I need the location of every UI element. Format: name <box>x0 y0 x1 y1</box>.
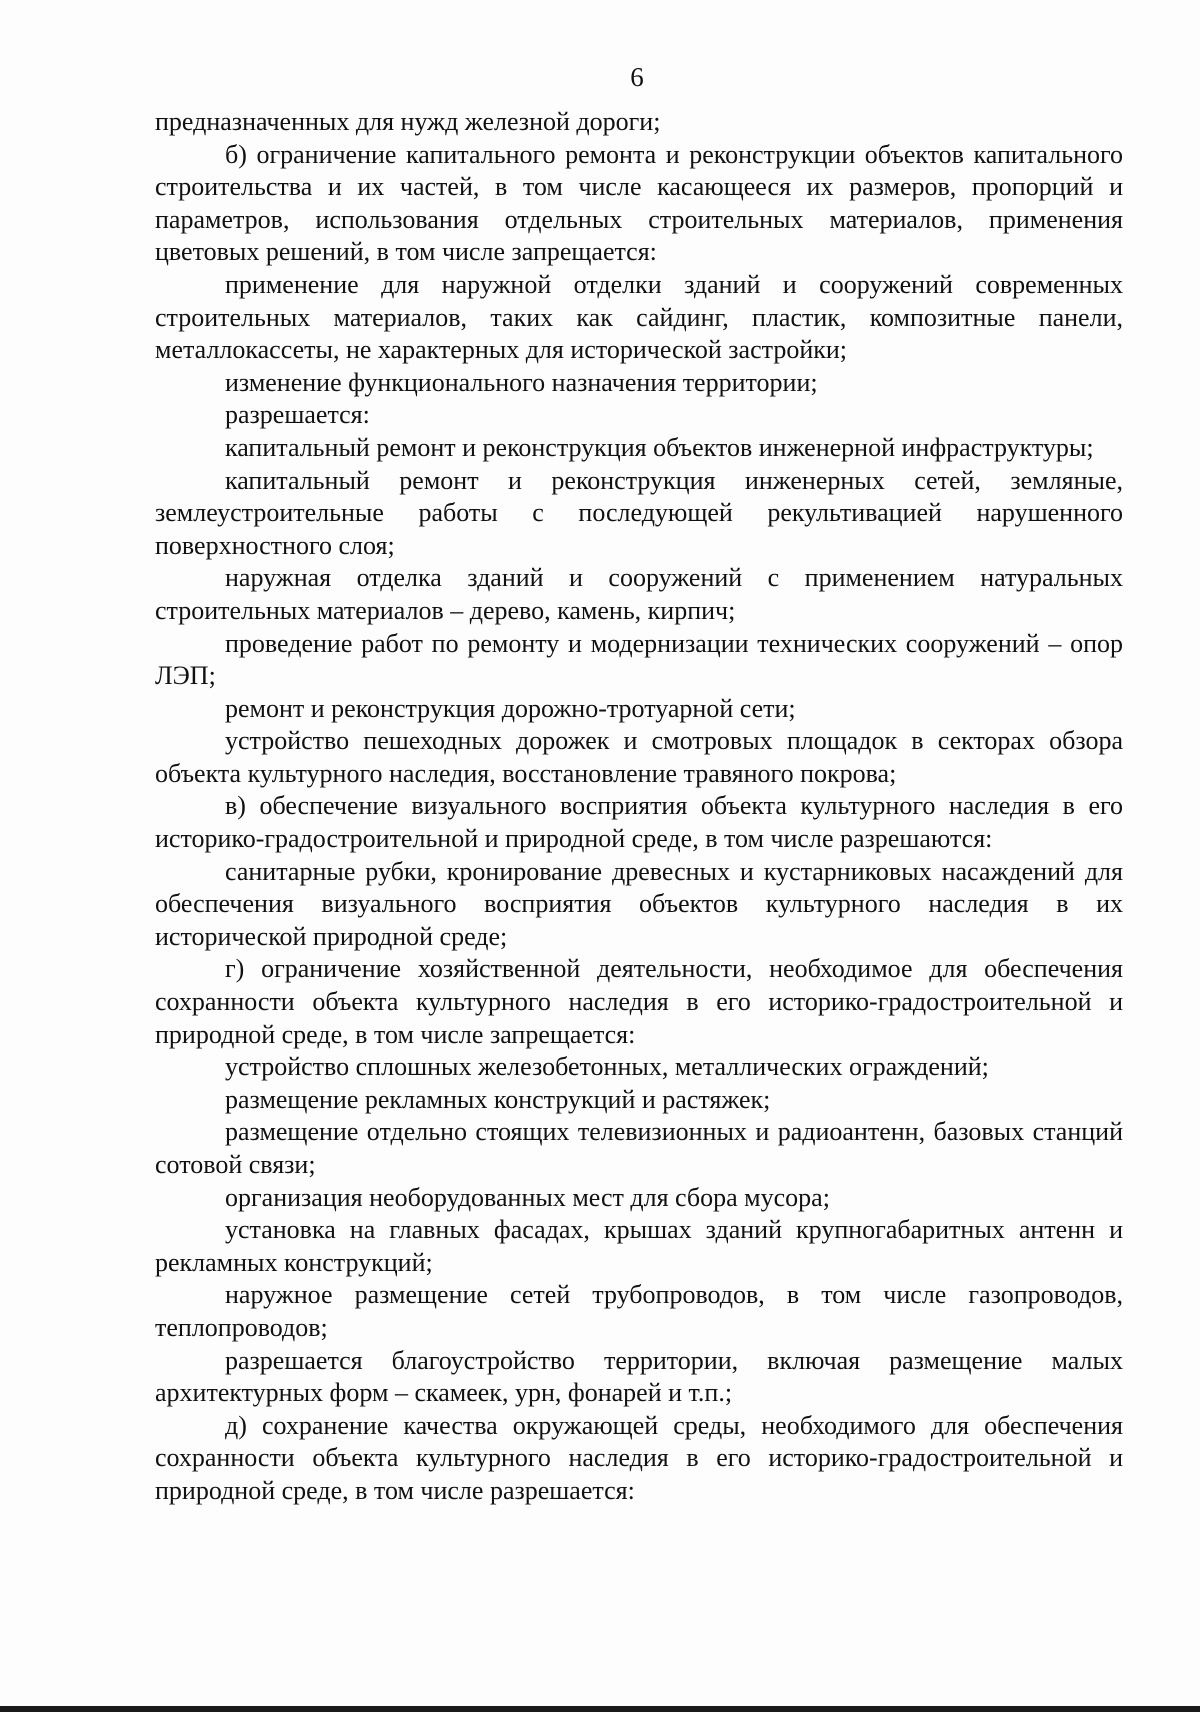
document-body <box>155 106 1123 1508</box>
paragraph: предназначенных для нужд железной дороги; <box>155 107 661 136</box>
paragraph: проведение работ по ремонту и модернизации технических сооружений – опор ЛЭП; <box>155 628 1123 691</box>
paragraph: в) обеспечение визуального восприятия объекта культурного наследия в его историко-градостроительной и природной среде, в том числе разрешаются: <box>155 791 1123 854</box>
paragraph: применение для наружной отделки зданий и сооружений современных строительных материалов, таких как сайдинг, пластик, композитные панели, металлокассеты, не характерных для исторической застройки; <box>155 269 1123 365</box>
paragraph: санитарные рубки, кронирование древесных и кустарниковых насаждений для обеспечения визуального восприятия объектов культурного наследия в их исторической природной среде; <box>155 856 1123 951</box>
paragraph: наружное размещение сетей трубопроводов, в том числе газопроводов, теплопроводов; <box>155 1280 1123 1342</box>
scan-edge <box>0 1706 1200 1712</box>
paragraph: устройство пешеходных дорожек и смотровых площадок в секторах обзора объекта культурного наследия, восстановление травяного покрова; <box>155 726 1123 788</box>
paragraph: изменение функционального назначения территории; <box>225 367 818 397</box>
paragraph: установка на главных фасадах, крышах зданий крупногабаритных антенн и рекламных конструкций; <box>155 1215 1123 1277</box>
paragraph: размещение рекламных конструкций и растяжек; <box>225 1084 771 1114</box>
paragraph: устройство сплошных железобетонных, металлических ограждений; <box>225 1052 989 1082</box>
paragraph: г) ограничение хозяйственной деятельности, необходимое для обеспечения сохранности объекта культурного наследия в его историко-градостроительной и природной среде, в том числе запрещается: <box>155 954 1123 1049</box>
paragraph: б) ограничение капитального ремонта и реконструкции объектов капитального строительства и их частей, в том числе касающееся их размеров, пропорций и параметров, использования отдельных строительных материалов, применения цветовых решений, в том числе запрещается: <box>155 139 1123 267</box>
paragraph: разрешается благоустройство территории, включая размещение малых архитектурных форм – скамеек, урн, фонарей и т.п.; <box>155 1345 1123 1408</box>
page-number: 6 <box>630 62 644 92</box>
paragraph: д) сохранение качества окружающей среды, необходимого для обеспечения сохранности объекта культурного наследия в его историко-градостроительной и природной среде, в том числе разрешается: <box>155 1410 1123 1505</box>
paragraph: разрешается: <box>225 400 370 430</box>
paragraph: капитальный ремонт и реконструкция объектов инженерной инфраструктуры; <box>225 432 1094 462</box>
paragraph: ремонт и реконструкция дорожно-тротуарной сети; <box>225 693 796 723</box>
paragraph: капитальный ремонт и реконструкция инженерных сетей, земляные, землеустроительные работы с последующей рекультивацией нарушенного поверхностного слоя; <box>155 465 1123 560</box>
paragraph: размещение отдельно стоящих телевизионных и радиоантенн, базовых станций сотовой связи; <box>155 1117 1123 1179</box>
paragraph: организация необорудованных мест для сбора мусора; <box>225 1182 830 1212</box>
paragraph: наружная отделка зданий и сооружений с применением натуральных строительных материалов – дерево, камень, кирпич; <box>155 563 1123 625</box>
